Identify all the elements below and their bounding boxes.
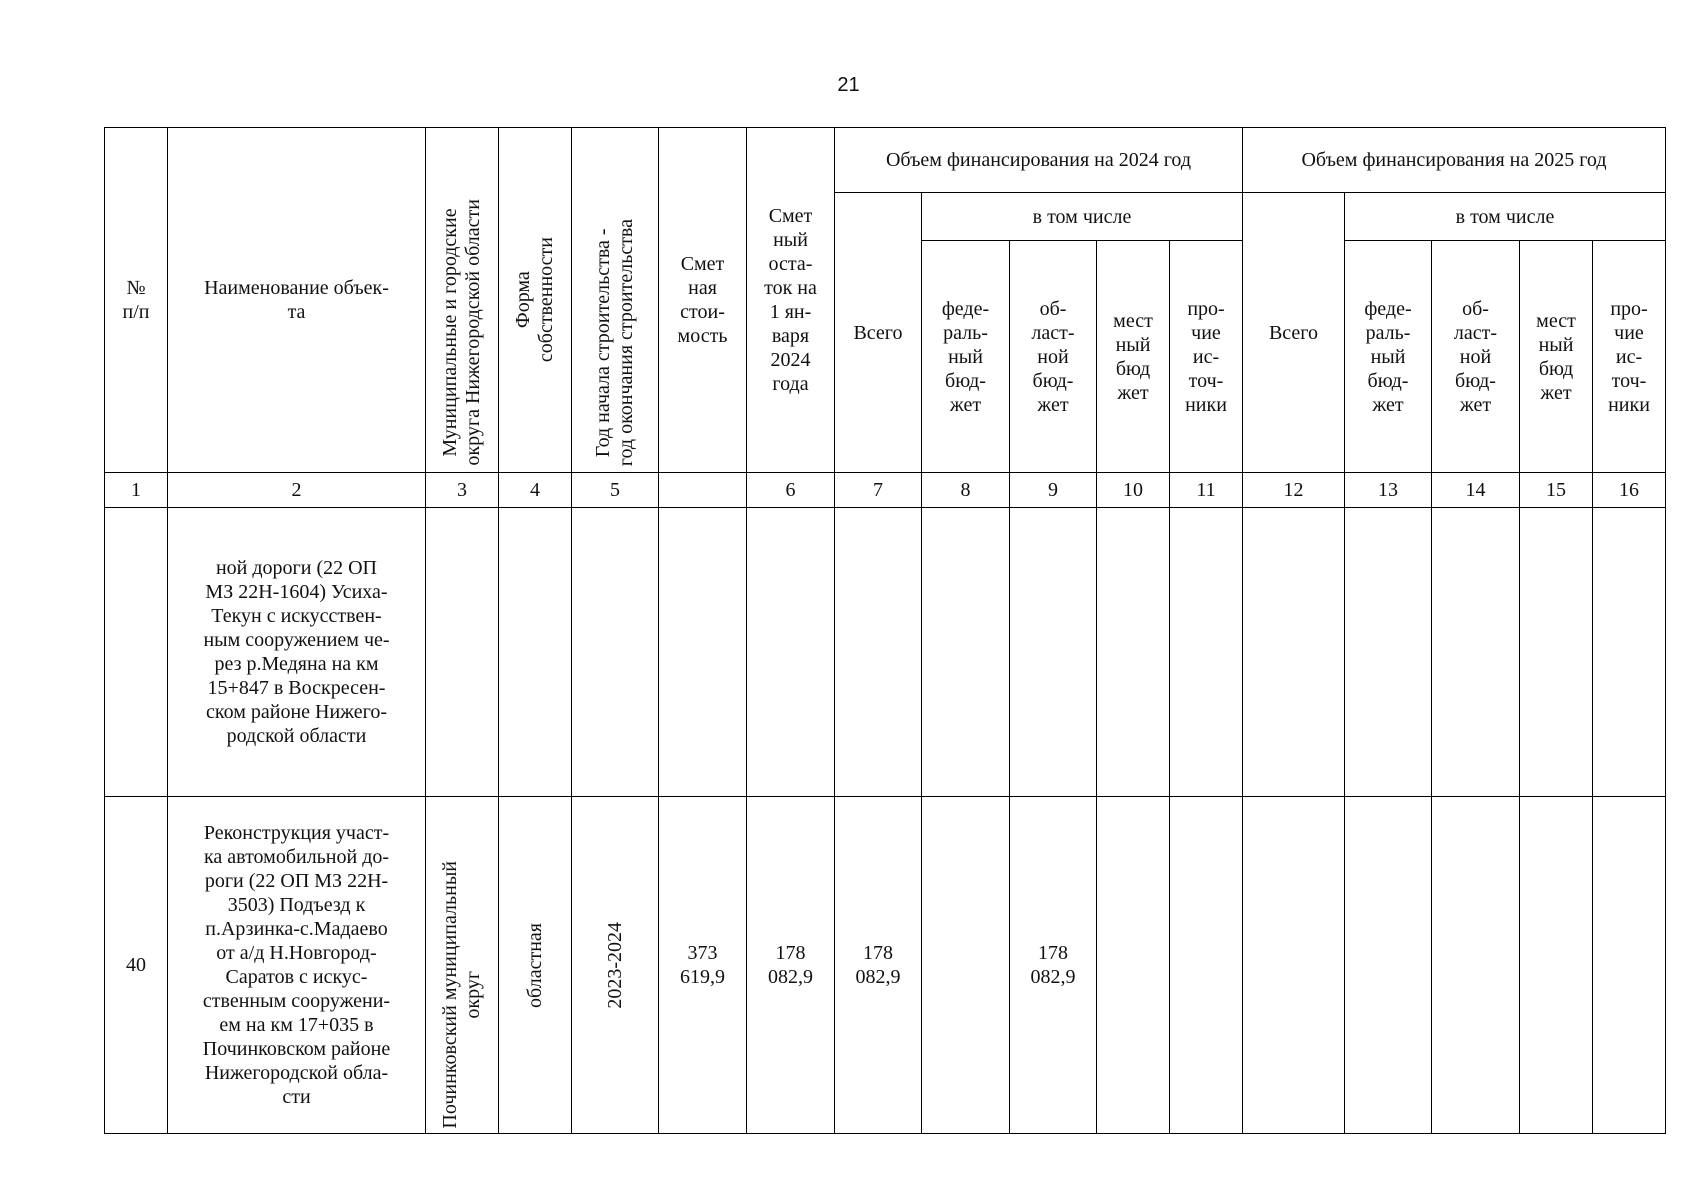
row-federal-2025 [1345,797,1432,1134]
row-regional-2025 [1432,508,1520,797]
row-other-2025 [1593,797,1666,1134]
header-including-2025: в том числе [1345,193,1666,241]
row-other-2024 [1170,797,1243,1134]
header-total-2025: Всего [1243,193,1345,473]
row-federal-2024 [922,797,1010,1134]
header-group-2025: Объем финансирования на 2025 год [1243,128,1666,193]
header-municipal-cell [426,128,499,473]
row-years-cell [572,797,659,1134]
row-local-2025 [1520,797,1593,1134]
header-other-2025: про- чие ис- точ- ники [1593,241,1666,473]
row-municipal [426,508,499,797]
row-ownership-cell [499,797,572,1134]
header-federal-2024: феде- раль- ный бюд- жет [922,241,1010,473]
header-remainder: Смет ный оста- ток на 1 ян- варя 2024 года [747,128,835,473]
row-name: Реконструкция участ- ка автомобильной до- роги (22 ОП МЗ 22Н- 3503) Подъезд к п.Арзинка-с.Мадаево от а/д Н.Новгород- Саратов с искус- ственным сооружени- ем на км 17+035 в Починковском районе Нижегородской обла- сти [168,797,426,1134]
row-cost: 373 619,9 [659,797,747,1134]
header-regional-2024: об- ласт- ной бюд- жет [1010,241,1097,473]
table-row [105,508,1666,797]
row-remainder: 178 082,9 [747,797,835,1134]
column-number: 1 [105,473,168,508]
header-name: Наименование объек- та [168,128,426,473]
row-years: 2023-2024 [603,921,626,1009]
header-ownership-cell [499,128,572,473]
header-federal-2025: феде- раль- ный бюд- жет [1345,241,1432,473]
header-other-2024: про- чие ис- точ- ники [1170,241,1243,473]
row-municipal: Починковский муниципальный округ [439,861,484,1129]
header-years: Год начала строительства - год окончания строительства [592,218,637,466]
row-ownership [499,508,572,797]
header-row-1 [105,128,1666,193]
row-regional-2024 [1010,508,1097,797]
row-num: 40 [105,797,168,1134]
row-total-2025 [1243,797,1345,1134]
row-local-2024 [1097,797,1170,1134]
row-ownership: областная [523,922,546,1008]
header-total-2024: Всего [835,193,922,473]
column-number: 6 [747,473,835,508]
row-local-2025 [1520,508,1593,797]
financing-table [104,127,1666,1134]
column-number [659,473,747,508]
row-total-2025 [1243,508,1345,797]
column-number: 11 [1170,473,1243,508]
column-number: 5 [572,473,659,508]
row-local-2024 [1097,508,1170,797]
header-num: № п/п [105,128,168,473]
table-row [105,797,1666,1134]
row-other-2024 [1170,508,1243,797]
row-total-2024 [835,508,922,797]
header-cost: Смет ная стои- мость [659,128,747,473]
header-municipal: Муниципальные и городские округа Нижегородской области [439,199,484,466]
column-number: 12 [1243,473,1345,508]
column-number: 3 [426,473,499,508]
column-number: 4 [499,473,572,508]
column-number: 9 [1010,473,1097,508]
header-local-2025: мест ный бюд жет [1520,241,1593,473]
row-regional-2024: 178 082,9 [1010,797,1097,1134]
column-number: 14 [1432,473,1520,508]
column-number: 15 [1520,473,1593,508]
row-remainder [747,508,835,797]
page-number: 21 [837,74,860,96]
header-local-2024: мест ный бюд жет [1097,241,1170,473]
header-including-2024: в том числе [922,193,1243,241]
row-other-2025 [1593,508,1666,797]
header-ownership: Форма собственности [512,237,557,363]
row-federal-2024 [922,508,1010,797]
row-years [572,508,659,797]
row-total-2024: 178 082,9 [835,797,922,1134]
column-number: 8 [922,473,1010,508]
row-regional-2025 [1432,797,1520,1134]
row-num [105,508,168,797]
column-number: 2 [168,473,426,508]
header-years-cell [572,128,659,473]
row-name: ной дороги (22 ОП МЗ 22Н-1604) Усиха- Текун с искусствен- ным сооружением че- рез р.Медяна на км 15+847 в Воскресен- ском районе Нижего- родской области [168,508,426,797]
row-cost [659,508,747,797]
header-regional-2025: об- ласт- ной бюд- жет [1432,241,1520,473]
column-number: 16 [1593,473,1666,508]
header-group-2024: Объем финансирования на 2024 год [835,128,1243,193]
column-number: 10 [1097,473,1170,508]
row-municipal-cell [426,797,499,1134]
column-number: 7 [835,473,922,508]
column-number-row [105,473,1666,508]
row-federal-2025 [1345,508,1432,797]
column-number: 13 [1345,473,1432,508]
